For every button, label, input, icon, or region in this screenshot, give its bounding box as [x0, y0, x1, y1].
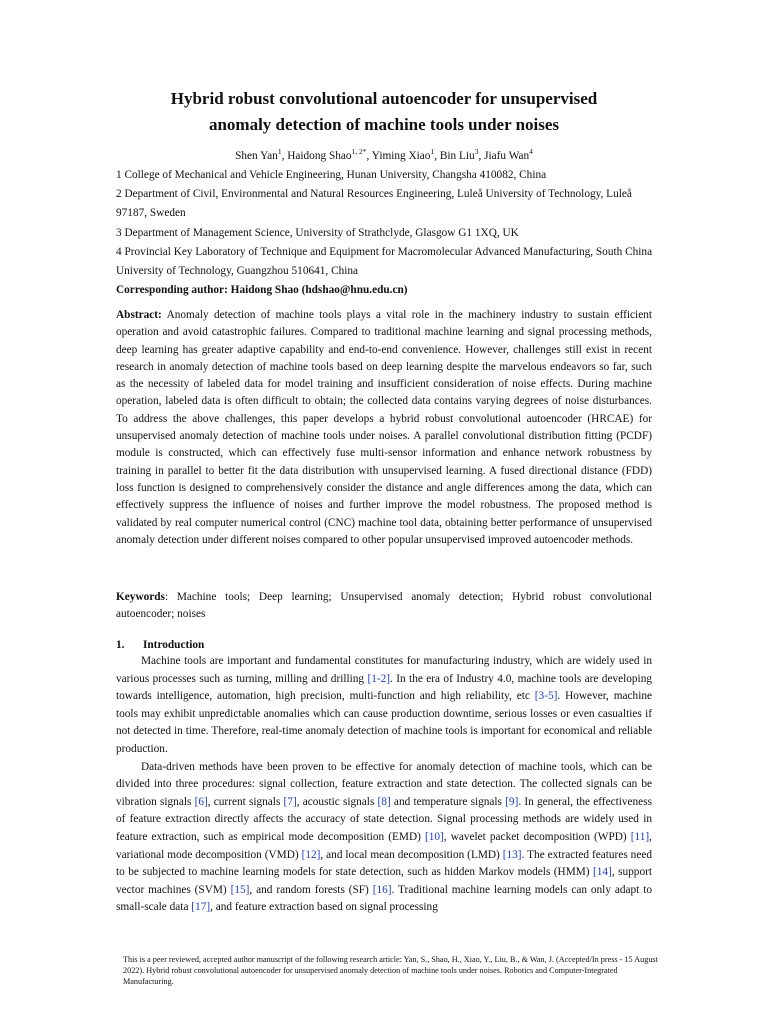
author-separator: , — [281, 149, 288, 162]
citation-link[interactable]: [8] — [377, 795, 391, 808]
corresponding-author: Corresponding author: Haidong Shao (hdshao@hnu.edu.cn) — [116, 284, 408, 297]
citation-link[interactable]: [1-2] — [367, 672, 391, 685]
introduction-body — [116, 653, 652, 917]
citation-link[interactable]: [16] — [372, 883, 392, 896]
author-name: Shen Yan — [235, 149, 278, 162]
paragraph-text: Data-driven methods have been proven to be effective for anomaly detection of machine tools, which can be divided into three procedures: signal collection, feature extraction and state detection. The collected signals can be vibration signals — [116, 760, 652, 808]
paragraph-text: Machine tools are important and fundamental constitutes for manufacturing industry, which are widely used in various processes such as turning, milling and drilling — [116, 655, 652, 685]
paragraph-text: , variational mode decomposition (VMD) — [116, 830, 652, 861]
citation-link[interactable]: [3-5] — [534, 690, 558, 703]
abstract — [116, 307, 652, 549]
affiliation-3: 3 Department of Management Science, University of Strathclyde, Glasgow G1 1XQ, UK — [116, 226, 519, 239]
paragraph-text: , current signals — [207, 795, 284, 808]
author-list — [80, 144, 688, 164]
author-affiliation-mark: 1, 2* — [351, 147, 367, 156]
affiliation-2: 2 Department of Civil, Environmental and Natural Resources Engineering, Luleå University of Technology, Luleå 97187, Sweden — [116, 188, 632, 220]
citation-link[interactable]: [7] — [283, 795, 297, 808]
paragraph-text: , support vector machines (SVM) — [116, 866, 652, 896]
affiliation-1: 1 College of Mechanical and Vehicle Engineering, Hunan University, Changsha 410082, China — [116, 169, 547, 181]
paragraph-text: . However, machine tools may exhibit unpredictable anomalies which can cause production downtime, serious losses or even casualties if not detected in time. Therefore, real-time anomaly detection of machine tools is important for economical and reliable production. — [116, 690, 652, 755]
title-line-1: Hybrid robust convolutional autoencoder for unsupervised — [170, 89, 598, 108]
author-affiliation-mark: 1 — [277, 147, 282, 156]
author-affiliation-mark: 4 — [529, 147, 533, 156]
paragraph-text: . In general, the effectiveness of feature extraction directly affects the accuracy of state detection. Signal processing methods are widely used in feature extraction, such as empirical mode decomposition (EMD) — [116, 795, 652, 843]
paper-title — [100, 86, 668, 138]
citation-link[interactable]: [15] — [230, 883, 250, 896]
abstract-text: Anomaly detection of machine tools plays a vital role in the machinery industry to sustain efficient operation and avoid catastrophic failures. Compared to traditional machine learning and signal processing methods, deep learning has greater adaptive capability and end-to-end convenience. However, challenges still exist in recent research in anomaly detection of machine tools based on deep learning despite the marvelous endeavors so far, such as the necessity of labeled data for model training and insufficient consideration of noise effects. During machine operation, labeled data is often difficult to obtain; the collected data contains varying degrees of noise disturbances. To address the above challenges, this paper develops a hybrid robust convolutional autoencoder (HRCAE) for unsupervised anomaly detection of machine tools under noises. A parallel convolutional distribution fitting (PCDF) module is constructed, which can effectively fuse multi-sensor information and enhance network robustness by training in parallel to better fit the data distribution with unsupervised learning. A fused directional distance (FDD) loss function is designed to comprehensively consider the distance and angle differences among the data, which can effectively suppress the influence of noises and further improve the model robustness. The proposed method is validated by real computer numerical control (CNC) machine tool data, obtaining better performance of unsupervised anomaly detection under different noises compared to other popular unsupervised improved autoencoder methods. — [116, 309, 652, 546]
paragraph-text: . In the era of Industry 4.0, machine tools are developing towards intelligence, automation, high precision, multi-function and high reliability, etc — [116, 672, 652, 703]
author-separator: , — [434, 149, 440, 162]
citation-link[interactable]: [10] — [424, 830, 444, 843]
section-title: Introduction — [143, 639, 205, 651]
intro-paragraph-1 — [116, 653, 652, 759]
citation-link[interactable]: [17] — [191, 901, 211, 914]
author-affiliation-mark: 3 — [474, 147, 479, 156]
citation-link[interactable]: [12] — [301, 848, 321, 861]
paragraph-text: , and feature extraction based on signal processing — [210, 901, 438, 914]
paragraph-text: , and local mean decomposition (LMD) — [320, 848, 503, 861]
paragraph-text: and temperature signals — [390, 795, 506, 808]
citation-link[interactable]: [6] — [194, 795, 208, 808]
paragraph-text: , and random forests (SF) — [249, 883, 373, 896]
author-affiliation-mark: 1 — [430, 147, 435, 156]
citation-link[interactable]: [14] — [593, 866, 612, 879]
paragraph-text: , wavelet packet decomposition (WPD) — [443, 830, 631, 843]
affiliation-4: 4 Provincial Key Laboratory of Technique and Equipment for Macromolecular Advanced Manufacturing, South China University of Technology, Guangzhou 510641, China — [116, 245, 653, 278]
author-name: Jiafu Wan — [484, 149, 530, 162]
keywords-text: : Machine tools; Deep learning; Unsupervised anomaly detection; Hybrid robust convolutional autoencoder; noises — [116, 591, 652, 621]
author-separator: , — [478, 149, 485, 162]
affiliations — [116, 166, 656, 300]
citation-link[interactable]: [13] — [502, 848, 522, 861]
title-line-2: anomaly detection of machine tools under noises — [208, 115, 560, 134]
section-number: 1. — [116, 639, 125, 651]
footnote: This is a peer reviewed, accepted author manuscript of the following research article: Yan, S., Shao, H., Xiao, Y., Liu, B., & Wan, J. (Accepted/In press - 15 August 2022). Hybrid robust convolutional autoencoder for unsupervised anomaly detection of machine tools under noises. Robotics and Computer-Integrated Manufacturing. — [123, 955, 658, 987]
author-name: Haidong Shao — [287, 149, 352, 162]
author-separator: , — [366, 149, 372, 162]
author-name: Yiming Xiao — [371, 149, 431, 162]
keywords — [116, 589, 652, 624]
intro-paragraph-2 — [116, 759, 652, 917]
keywords-label: Keywords — [116, 591, 165, 603]
abstract-label: Abstract: — [116, 309, 162, 321]
paragraph-text: . The extracted features need to be subjected to machine learning models for state detection, such as hidden Markov models (HMM) — [116, 848, 652, 879]
paragraph-text: . Traditional machine learning models can only adapt to small-scale data — [116, 883, 652, 914]
paragraph-text: , acoustic signals — [296, 795, 378, 808]
author-name: Bin Liu — [439, 149, 475, 162]
citation-link[interactable]: [11] — [630, 830, 650, 843]
section-heading — [116, 637, 204, 654]
citation-link[interactable]: [9] — [505, 795, 519, 808]
